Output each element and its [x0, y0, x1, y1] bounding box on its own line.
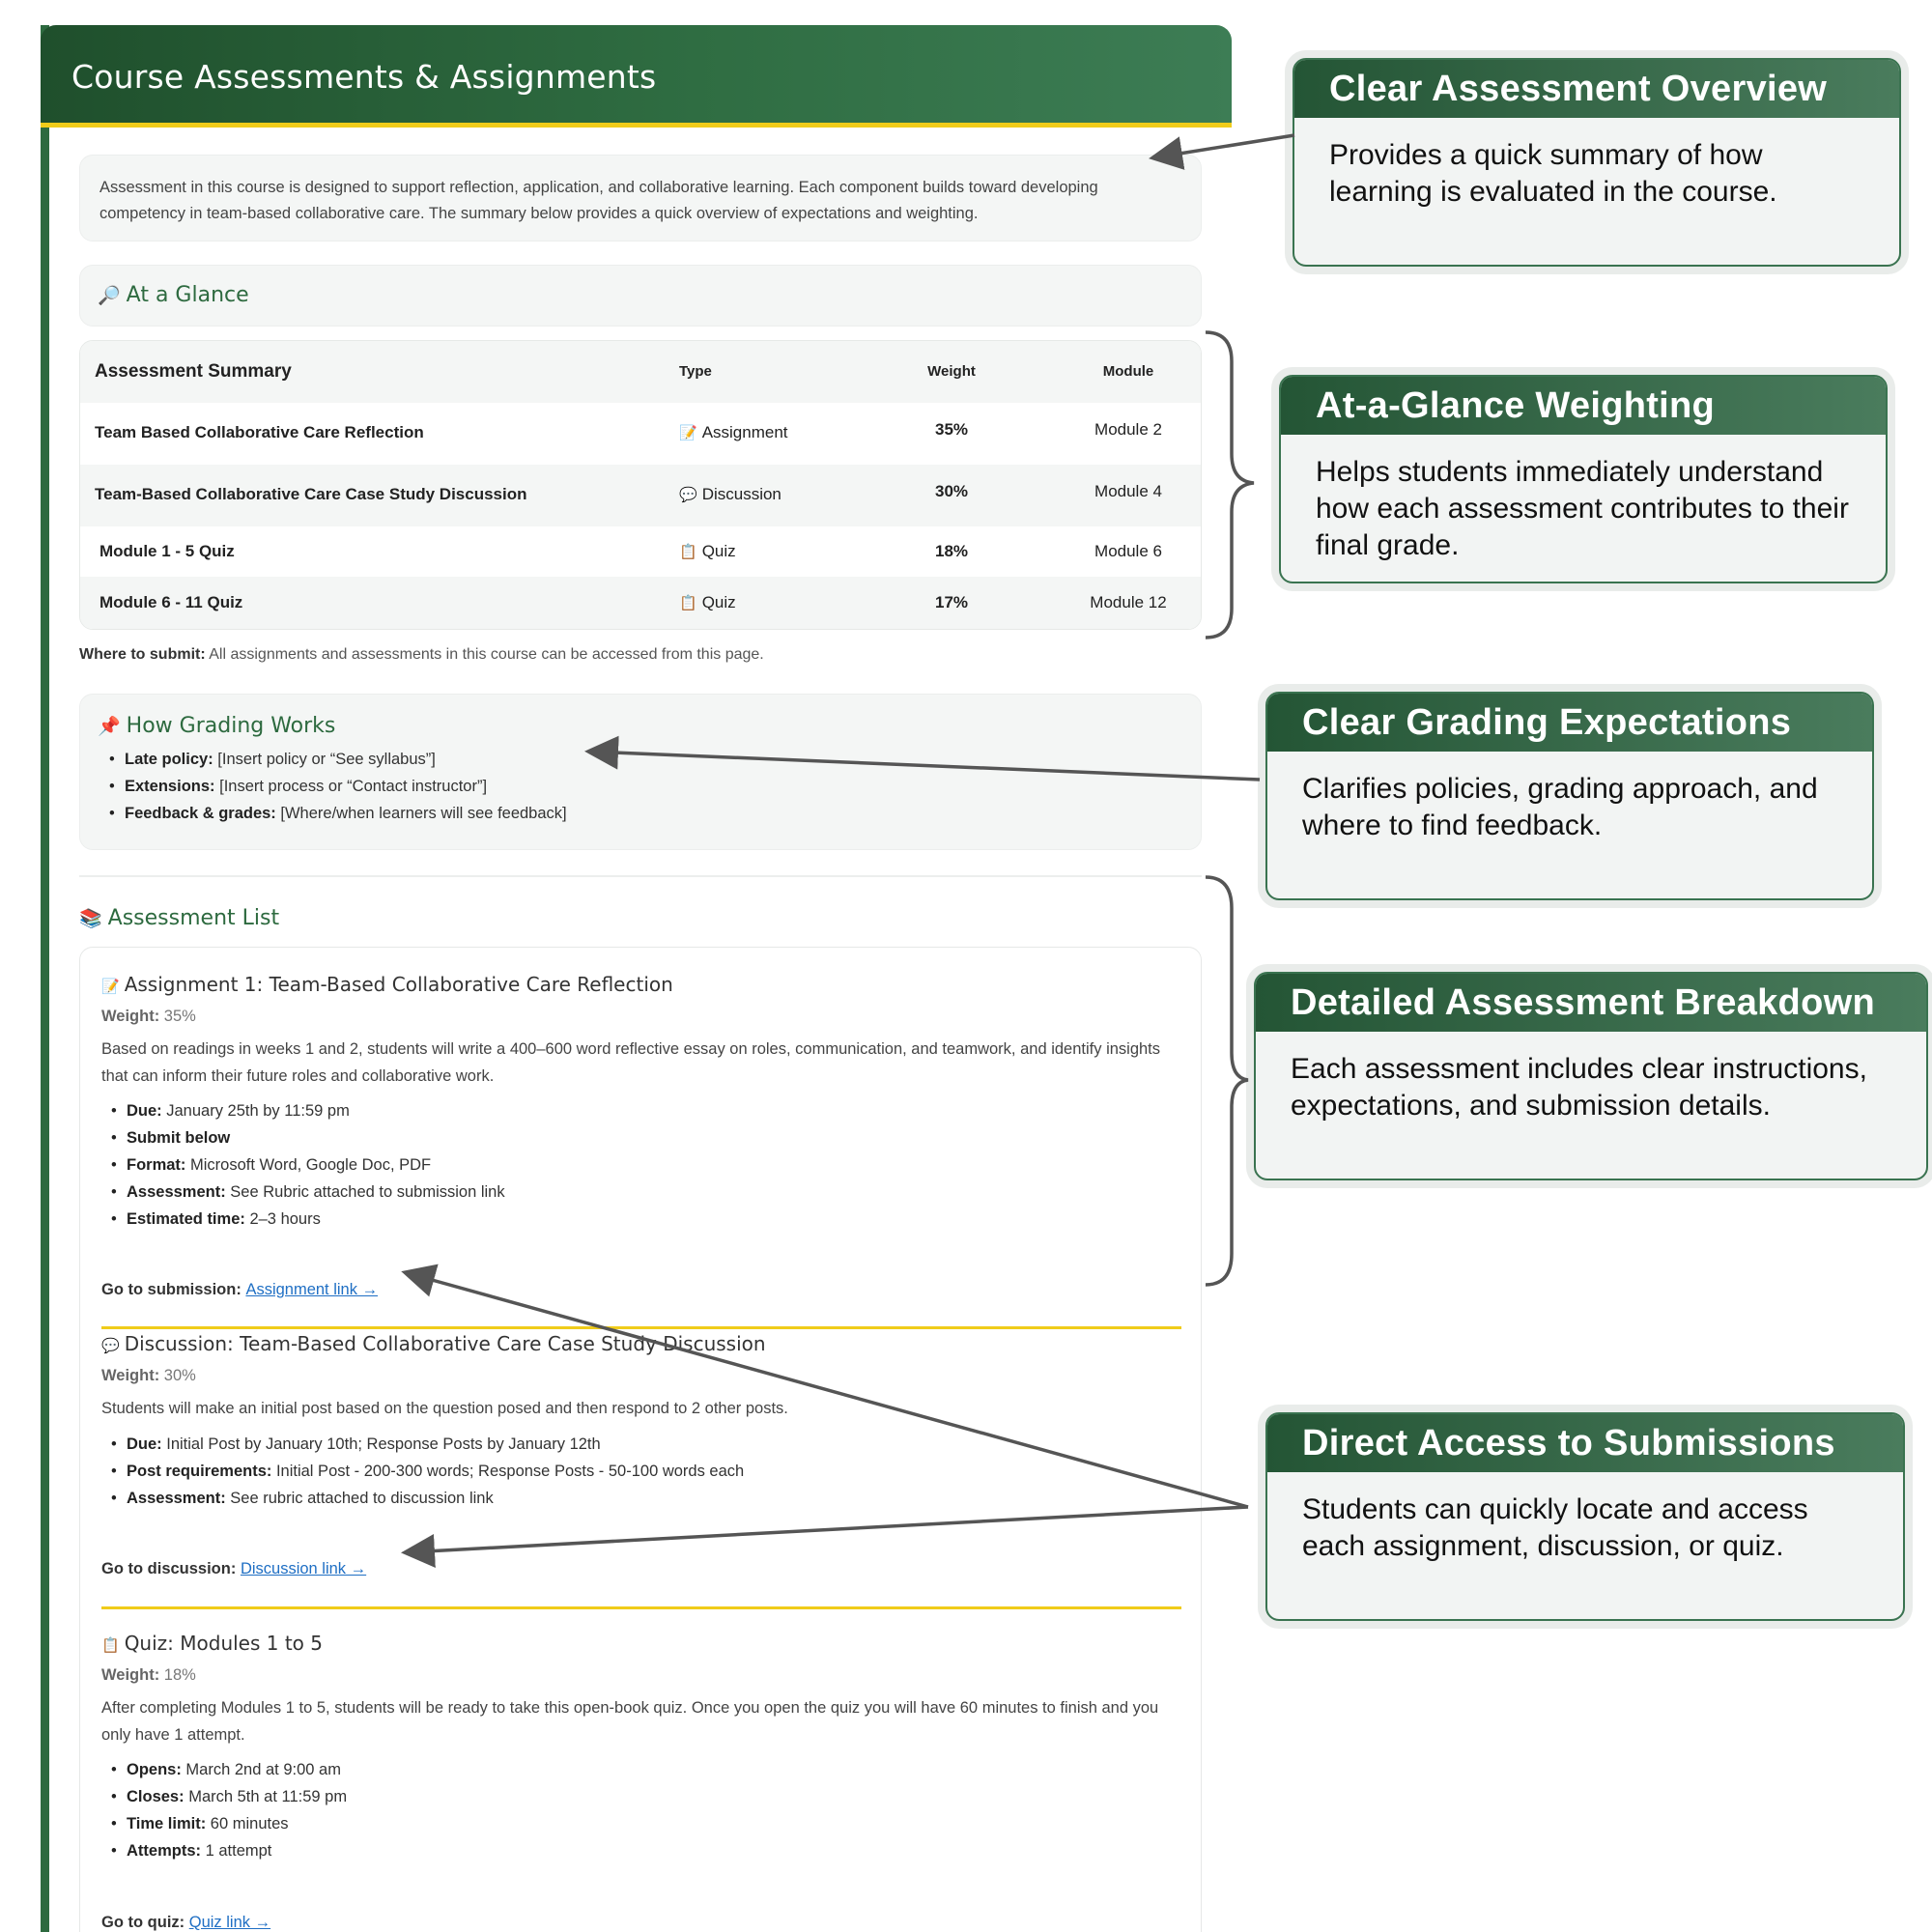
- go-to-label: Go to submission:: [101, 1281, 242, 1298]
- where-to-submit-note: [79, 646, 764, 664]
- assessment-list-card: [79, 947, 1202, 1932]
- callout-title: Clear Grading Expectations: [1267, 694, 1872, 752]
- header-type: Type: [679, 363, 712, 380]
- assignment-title-text: Assignment 1: Team-Based Collaborative Care Reflection: [124, 973, 673, 996]
- row-weight: 17%: [934, 593, 969, 611]
- callout-body: Helps students immediately understand how each assessment contributes to their final grade.: [1316, 456, 1849, 561]
- grading-policy-list: [99, 746, 567, 827]
- list-item: [101, 1431, 744, 1458]
- callout-assessment-breakdown: [1254, 972, 1928, 1180]
- at-a-glance-box: [79, 265, 1202, 327]
- clipboard-icon: 📋: [679, 595, 697, 611]
- panel-header: [41, 25, 1232, 128]
- row-weight: 18%: [934, 542, 969, 560]
- weight-label: Weight:: [101, 1008, 160, 1025]
- quiz-description: After completing Modules 1 to 5, students will be ready to take this open-book quiz. Once you open the quiz you will have 60 minutes to finish and you only have 1 attempt.: [101, 1699, 1159, 1744]
- list-item: [101, 1756, 347, 1783]
- clipboard-icon: 📋: [679, 544, 697, 560]
- item-label: Extensions:: [125, 778, 215, 795]
- page-title: Course Assessments & Assignments: [71, 58, 657, 96]
- row-module: Module 6: [1094, 542, 1162, 560]
- item-label: Estimated time:: [127, 1210, 245, 1228]
- callout-body: Each assessment includes clear instructions, expectations, and submission details.: [1291, 1053, 1867, 1122]
- item-text: See Rubric attached to submission link: [225, 1183, 505, 1201]
- callout-at-a-glance-weighting: [1279, 375, 1888, 583]
- assessment-summary-table: [79, 340, 1202, 630]
- header-weight: Weight: [927, 363, 976, 380]
- row-type-label: Quiz: [701, 593, 736, 611]
- assignment-details-list: [101, 1097, 505, 1233]
- weight-label: Weight:: [101, 1367, 160, 1384]
- item-label: Due:: [127, 1102, 162, 1120]
- item-label: Submit below: [127, 1129, 231, 1147]
- quiz-title-text: Quiz: Modules 1 to 5: [124, 1632, 323, 1655]
- weight-value: 35%: [159, 1008, 196, 1025]
- list-item: [101, 1810, 347, 1837]
- row-weight: 35%: [934, 420, 969, 439]
- item-label: Late policy:: [125, 751, 213, 768]
- weight-value: 30%: [159, 1367, 196, 1384]
- item-label: Time limit:: [127, 1815, 207, 1833]
- assignment-title: [101, 973, 673, 996]
- item-text: 2–3 hours: [244, 1210, 321, 1228]
- item-text: Initial Post - 200-300 words; Response Posts - 50-100 words each: [271, 1463, 745, 1480]
- row-weight: 30%: [934, 482, 969, 500]
- item-text: March 2nd at 9:00 am: [181, 1761, 341, 1778]
- intro-box: [79, 155, 1202, 242]
- item-text: January 25th by 11:59 pm: [161, 1102, 350, 1120]
- row-name: Module 6 - 11 Quiz: [99, 593, 243, 611]
- list-item: [99, 746, 567, 773]
- list-item: [101, 1206, 505, 1233]
- item-label: Attempts:: [127, 1842, 201, 1860]
- table-row: [80, 403, 1202, 465]
- row-type: [679, 593, 736, 612]
- discussion-title: [101, 1332, 766, 1355]
- callout-title: Direct Access to Submissions: [1267, 1414, 1903, 1472]
- table-row: [80, 526, 1202, 577]
- weight-value: 18%: [159, 1666, 196, 1684]
- item-text: March 5th at 11:59 pm: [184, 1788, 348, 1805]
- item-text: 60 minutes: [206, 1815, 289, 1833]
- clipboard-icon: 📋: [101, 1636, 120, 1654]
- where-to-submit-text: All assignments and assessments in this course can be accessed from this page.: [205, 646, 764, 663]
- item-text: [Insert policy or “See syllabus”]: [213, 751, 436, 768]
- item-text: See rubric attached to discussion link: [225, 1490, 494, 1507]
- row-module: Module 2: [1094, 420, 1162, 439]
- assignment-weight: [101, 1008, 196, 1026]
- row-module: Module 4: [1094, 482, 1162, 500]
- callout-assessment-overview: [1293, 58, 1901, 267]
- row-type: [679, 485, 781, 504]
- item-label: Format:: [127, 1156, 186, 1174]
- course-assessments-panel: [41, 25, 1223, 1932]
- item-label: Feedback & grades:: [125, 805, 276, 822]
- how-grading-works-label: How Grading Works: [126, 714, 336, 738]
- callout-grading-expectations: [1265, 692, 1874, 900]
- list-item: [101, 1151, 505, 1179]
- assessment-list-heading: [79, 906, 279, 930]
- row-name: Team-Based Collaborative Care Case Study Discussion: [95, 485, 527, 503]
- list-item: [101, 1783, 347, 1810]
- item-label: Opens:: [127, 1761, 182, 1778]
- row-type-label: Discussion: [701, 485, 781, 503]
- item-label: Closes:: [127, 1788, 185, 1805]
- header-assessment-summary: Assessment Summary: [95, 361, 292, 382]
- callout-direct-access: [1265, 1412, 1905, 1621]
- discussion-weight: [101, 1367, 196, 1385]
- item-text: [Where/when learners will see feedback]: [275, 805, 567, 822]
- magnifier-icon: 🔎: [98, 285, 121, 306]
- row-module: Module 12: [1090, 593, 1167, 611]
- list-item: [101, 1179, 505, 1206]
- item-text: Initial Post by January 10th; Response Posts by January 12th: [161, 1435, 601, 1453]
- table-header-row: [80, 341, 1202, 403]
- row-type-label: Assignment: [701, 423, 788, 441]
- section-divider: [79, 875, 1202, 877]
- gold-divider: [101, 1326, 1181, 1329]
- list-item: [101, 1124, 505, 1151]
- assignment-description: Based on readings in weeks 1 and 2, students will write a 400–600 word reflective essay on roles, communication, and teamwork, and identify insights that can inform their future roles and collaborative work.: [101, 1040, 1161, 1085]
- header-module: Module: [1102, 363, 1154, 380]
- where-to-submit-label: Where to submit:: [79, 646, 206, 663]
- at-a-glance-heading: [98, 283, 249, 307]
- gold-divider: [101, 1606, 1181, 1609]
- item-text: [Insert process or “Contact instructor”]: [214, 778, 488, 795]
- go-to-label: Go to quiz:: [101, 1914, 185, 1931]
- go-to-label: Go to discussion:: [101, 1560, 237, 1577]
- quiz-weight: [101, 1666, 196, 1685]
- quiz-link[interactable]: Quiz link →: [188, 1914, 271, 1931]
- go-to-quiz: [101, 1914, 270, 1932]
- discussion-description: Students will make an initial post based on the question posed and then respond to 2 other posts.: [101, 1400, 788, 1417]
- quiz-details-list: [101, 1756, 347, 1864]
- books-icon: 📚: [79, 908, 102, 929]
- item-label: Post requirements:: [127, 1463, 272, 1480]
- list-item: [99, 800, 567, 827]
- how-grading-works-heading: [98, 714, 335, 738]
- pencil-memo-icon: 📝: [101, 978, 120, 995]
- weight-label: Weight:: [101, 1666, 160, 1684]
- row-type: [679, 542, 736, 561]
- list-item: [101, 1837, 347, 1864]
- row-type: [679, 423, 788, 442]
- list-item: [101, 1485, 744, 1512]
- go-to-submission: [101, 1281, 378, 1299]
- pushpin-icon: 📌: [98, 716, 121, 737]
- assignment-link[interactable]: Assignment link →: [245, 1281, 379, 1298]
- item-text: 1 attempt: [201, 1842, 272, 1860]
- pencil-memo-icon: 📝: [679, 425, 697, 441]
- item-label: Assessment:: [127, 1183, 226, 1201]
- go-to-discussion: [101, 1560, 366, 1578]
- discussion-details-list: [101, 1431, 744, 1512]
- list-item: [101, 1458, 744, 1485]
- intro-text: Assessment in this course is designed to support reflection, application, and collaborative learning. Each component builds toward developing competency in team-based collaborative care. The summary below provides a quick overview of expectations and weighting.: [99, 179, 1098, 222]
- item-text: Microsoft Word, Google Doc, PDF: [185, 1156, 432, 1174]
- assessment-list-label: Assessment List: [107, 906, 280, 930]
- discussion-link[interactable]: Discussion link →: [240, 1560, 367, 1577]
- list-item: [101, 1097, 505, 1124]
- callout-body: Clarifies policies, grading approach, and where to find feedback.: [1302, 773, 1818, 841]
- item-label: Assessment:: [127, 1490, 226, 1507]
- row-name: Module 1 - 5 Quiz: [99, 542, 235, 560]
- table-row: [80, 577, 1202, 630]
- callout-title: Detailed Assessment Breakdown: [1256, 974, 1926, 1032]
- callout-title: Clear Assessment Overview: [1294, 60, 1899, 118]
- callout-title: At-a-Glance Weighting: [1281, 377, 1886, 435]
- callout-body: Provides a quick summary of how learning is evaluated in the course.: [1329, 139, 1777, 208]
- list-item: [99, 773, 567, 800]
- callout-body: Students can quickly locate and access each assignment, discussion, or quiz.: [1302, 1493, 1808, 1562]
- table-row: [80, 465, 1202, 526]
- how-grading-works-box: [79, 694, 1202, 850]
- at-a-glance-label: At a Glance: [126, 283, 249, 307]
- item-label: Due:: [127, 1435, 162, 1453]
- row-name: Team Based Collaborative Care Reflection: [95, 423, 424, 441]
- quiz-title: [101, 1632, 323, 1655]
- row-type-label: Quiz: [701, 542, 736, 560]
- speech-bubble-icon: 💬: [101, 1337, 120, 1354]
- discussion-title-text: Discussion: Team-Based Collaborative Care Case Study Discussion: [124, 1332, 766, 1355]
- speech-bubble-icon: 💬: [679, 487, 697, 503]
